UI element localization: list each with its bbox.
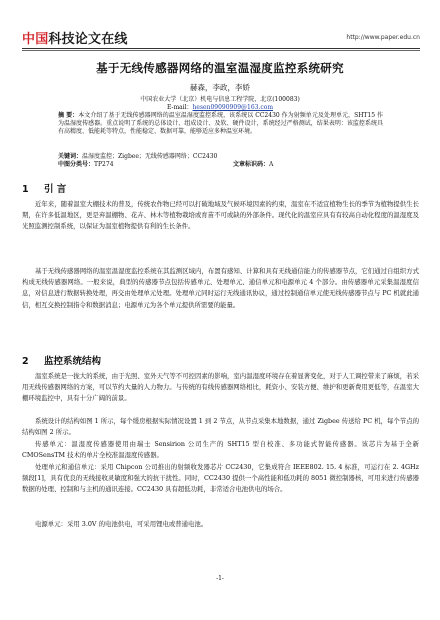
header-rule-thin — [22, 50, 420, 51]
keywords-label: 关键词： — [58, 153, 83, 160]
paper-title: 基于无线传感器网络的温室温湿度监控系统研究 — [96, 61, 344, 75]
classification-line — [58, 161, 383, 169]
paragraph: 近年来，随着温室大棚技术的普及，传统农作物已经可以打破地域及气候环境因素的约束，温室在不适宜植物生长的季节为植物提供生长期，在许多低温地区，更是弃温棚物、花卉、林木等植物栽培或育苗不可或缺的外部条件。现代化的温室应具有有较高自动化程度的温湿度及光照监测控制系统，以保证为温室植物提供有利的生长条件。 — [22, 200, 419, 231]
paragraph: 基于无线传感器网络的温室温湿度监控系统在其监测区域内，布置有感知、计算和具有无线通信能力的传感器节点，它们通过自组织方式构成无线传感器网络。一般来说，典型的传感器节点包括传感单元、处理单元、通信单元和电源单元 4 个部分。由传感器单元采集温湿度信息，对信息进行数据转换处理，再交由处理单元处理。处理单元同时运行无线通讯协议，通过控制通信单元使无线传感器节点与 PC 机就此通信，相互交换控制指令和数据消息；电源单元为各个单元提供所需要的能量。 — [22, 267, 419, 309]
paragraph: 传感单元：温湿度传感器使用由瑞士 Sensirion 公司生产的 SHT15 型自校准、多功能式智能传感器。该芯片为基于全新 CMOSensTM 技术的单片全校准温湿度传感器。 — [22, 440, 419, 460]
page-header — [22, 26, 420, 48]
email-label: E-mail： — [166, 104, 193, 111]
abstract-text: 本文介绍了基于无线传感器网络的温室温湿度监控系统，该系统以 CC2430 作为射频单元及处理单元，SHT15 作为温湿度传感器。重点说明了系统的总体设计、组成设计、及软、硬件设计，系统经过严格测试，结果表明：该监控系统具有高精度、低能耗等特点，性能稳定、数据可靠，能够适应多种温室环境。 — [58, 112, 384, 136]
header-rule — [22, 48, 420, 49]
site-logo[interactable] — [22, 28, 128, 47]
abstract — [58, 112, 383, 137]
paper-affiliation: 中国农业大学（北京）机电与信息工程学院，北京(100083) — [140, 96, 300, 103]
email-line — [0, 102, 440, 111]
doc-label: 文章标识码： — [233, 161, 270, 168]
page-number: -1- — [216, 575, 224, 582]
paragraph: 电源单元：采用 3.0V 的电池供电，可采用锂电或普通电池。 — [35, 520, 208, 528]
paragraph: 处理单元和通信单元：采用 Chipcon 公司推出的射频收发器芯片 CC2430，它集成符合 IEEE802. 15. 4 标准，可运行在 2. 4GHz 频段[1]，具有优良的无线接收灵敏度和强大的抗干扰性。同时，CC2430 提供一个高性能和低功耗的 8051 微控制器核，可用来进行传感器数据的处理、控制和与主机的通讯连接。CC2430 具有超低功耗，非常适合电池供电的场合。 — [22, 463, 419, 494]
site-url[interactable]: http://www.paper.edu.cn — [346, 34, 420, 41]
section-number: 1 — [22, 184, 29, 195]
paper-authors: 赫森，李政，李娇 — [190, 83, 250, 92]
section-title: 引 言 — [44, 184, 67, 195]
logo-dark-text: 科技论文在线 — [48, 32, 128, 47]
class-value: TP274 — [94, 161, 114, 168]
email-link[interactable]: hesen09090909@163.com — [192, 104, 274, 111]
doc-value: A — [269, 161, 274, 168]
section-title: 监控系统结构 — [44, 356, 102, 367]
class-label: 中图分类号： — [58, 161, 95, 168]
section-number: 2 — [22, 356, 29, 367]
paragraph: 温室系统是一拢大的系统，由于光照、室外天气等不可控因素的影响，室内温湿度环境存在着显著变化，对于人工调控带来了麻烦，若采用无线传感器网络的方案，可以节约大量的人力物力。与传统的有线传感器网络相比，耗资小、安装方便、维护和更新费用更低等，在温室大棚环境监控中，具有十分广阔的前景。 — [22, 372, 419, 403]
paragraph: 系统设计的结构如图 1 所示，每个缓房根据实际情况设置 1 到 2 节点，从节点采集本地数据，通过 Zigbee 传送给 PC 机，每个节点的结构如图 2 所示。 — [22, 417, 419, 437]
logo-red-text: 中国 — [22, 32, 49, 47]
abstract-label: 摘 要： — [58, 112, 79, 119]
doc-code — [233, 161, 273, 169]
section-heading-2 — [22, 353, 101, 367]
keywords-text: 温湿度监控；Zigbee；无线传感器网络；CC2430 — [82, 153, 218, 160]
section-heading-1 — [22, 181, 66, 195]
keywords — [58, 153, 383, 161]
